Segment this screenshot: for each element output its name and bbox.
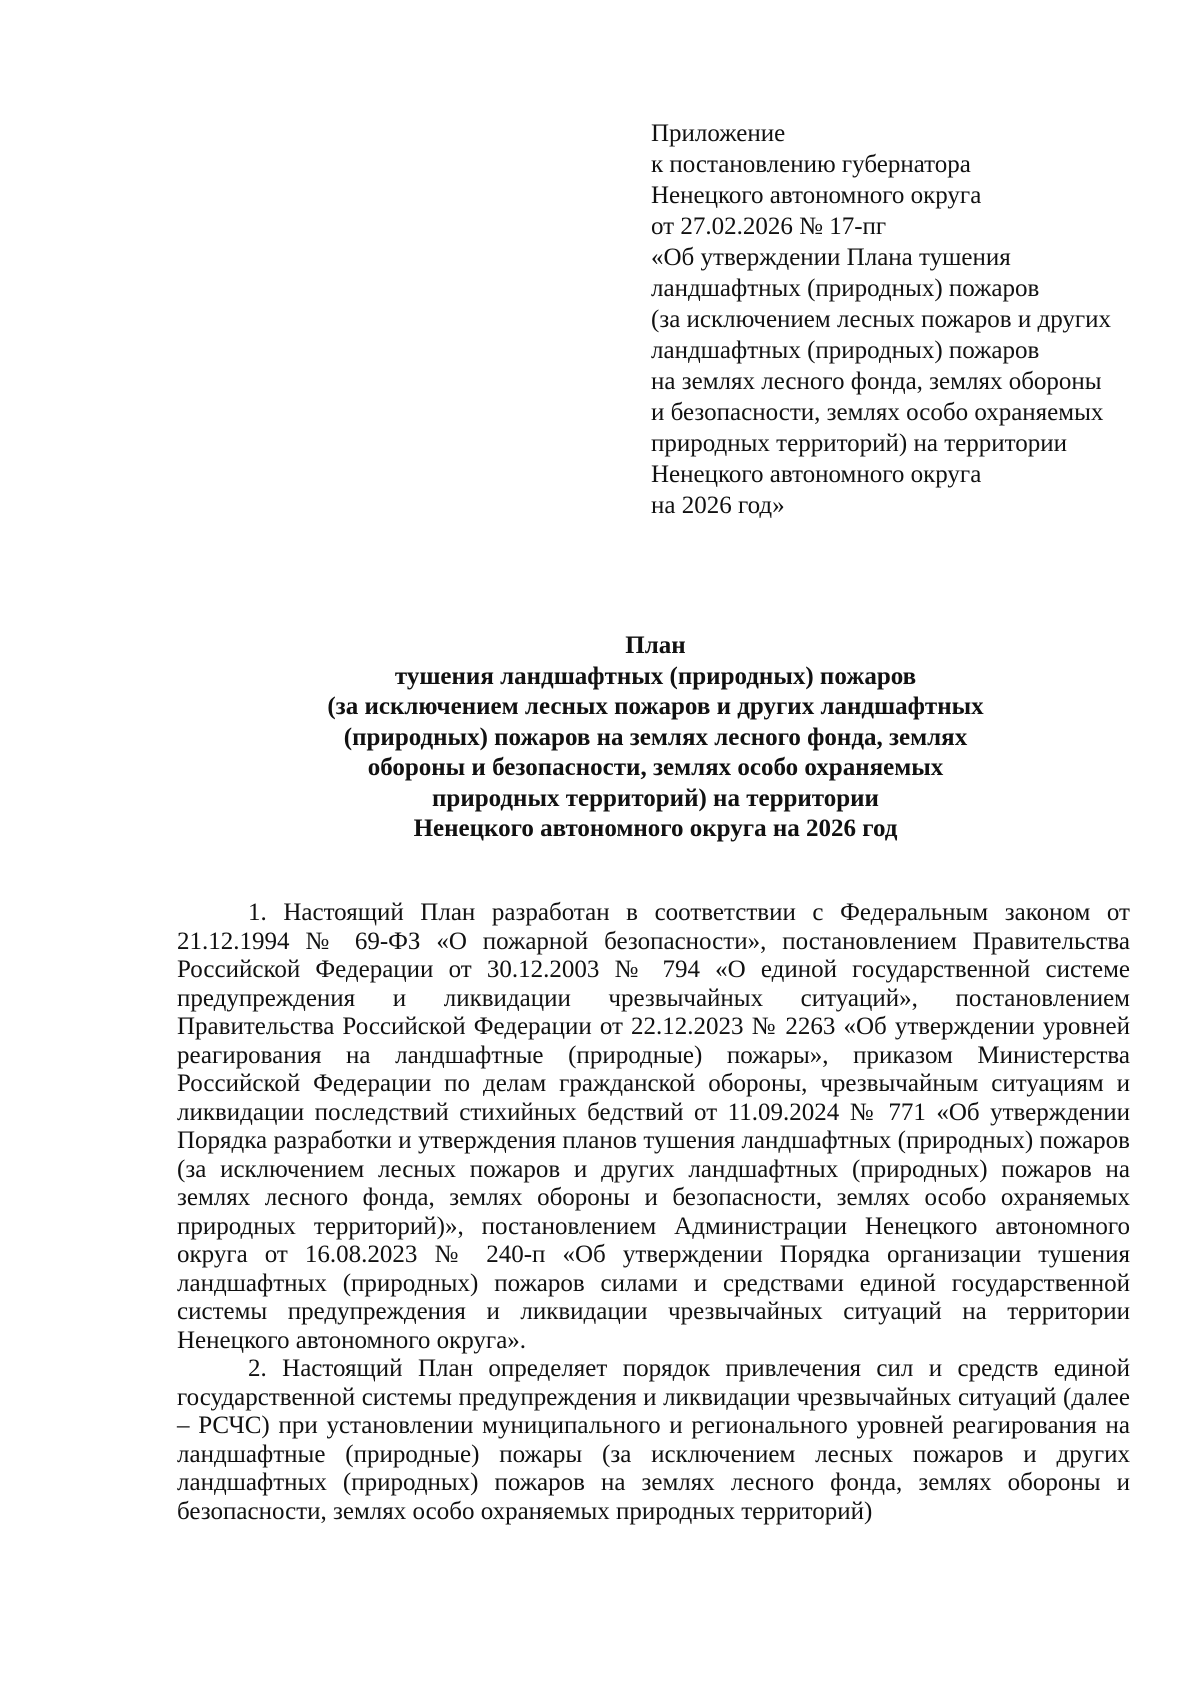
annex-line: «Об утверждении Плана тушения <box>651 244 1011 271</box>
annex-line: природных территорий) на территории <box>651 430 1067 457</box>
annex-line: к постановлению губернатора <box>651 151 971 178</box>
annex-line: и безопасности, землях особо охраняемых <box>651 399 1104 426</box>
annex-header <box>651 118 1171 521</box>
annex-line: ландшафтных (природных) пожаров <box>651 337 1040 364</box>
title-line: (за исключением лесных пожаров и других ландшафтных <box>327 693 984 720</box>
annex-line: Приложение <box>651 120 786 147</box>
title-line: тушения ландшафтных (природных) пожаров <box>394 662 917 690</box>
annex-line: (за исключением лесных пожаров и других <box>651 306 1112 333</box>
document-title <box>200 631 1111 845</box>
title-line: Ненецкого автономного округа на 2026 год <box>413 815 898 842</box>
annex-line: на землях лесного фонда, землях обороны <box>651 368 1102 395</box>
document-body <box>177 899 1130 1526</box>
paragraph-1: 1. Настоящий План разработан в соответствии с Федеральным законом от 21.12.1994 № 69-ФЗ «О пожарной безопасности», постановлением Правительства Российской Федерации от 30.12.2003 № 794 «О единой государственной системе предупреждения и ликвидации чрезвычайных ситуаций», постановлением Правительства Российской Федерации от 22.12.2023 № 2263 «Об утверждении уровней реагирования на ландшафтные (природные) пожары», приказом Министерства Российской Федерации по делам гражданской обороны, чрезвычайным ситуациям и ликвидации последствий стихийных бедствий от 11.09.2024 № 771 «Об утверждении Порядка разработки и утверждения планов тушения ландшафтных (природных) пожаров (за исключением лесных пожаров и других ландшафтных (природных) пожаров на землях лесного фонда, землях обороны и безопасности, землях особо охраняемых природных территорий)», постановлением Администрации Ненецкого автономного округа от 16.08.2023 № 240-п «Об утверждении Порядка организации тушения ландшафтных (природных) пожаров силами и средствами единой государственной системы предупреждения и ликвидации чрезвычайных ситуаций на территории Ненецкого автономного округа». <box>177 899 1130 1354</box>
annex-line: Ненецкого автономного округа <box>651 182 982 209</box>
annex-line: Ненецкого автономного округа <box>651 461 982 488</box>
paragraph-2: 2. Настоящий План определяет порядок привлечения сил и средств единой государственной системы предупреждения и ликвидации чрезвычайных ситуаций (далее – РСЧС) при установлении муниципального и регионального уровней реагирования на ландшафтные (природные) пожары (за исключением лесных пожаров и других ландшафтных (природных) пожаров на землях лесного фонда, землях обороны и безопасности, землях особо охраняемых природных территорий) <box>177 1355 1130 1525</box>
title-line: (природных) пожаров на землях лесного фонда, землях <box>343 723 968 751</box>
annex-line: ландшафтных (природных) пожаров <box>651 275 1040 302</box>
title-line: природных территорий) на территории <box>432 784 879 812</box>
annex-line: на 2026 год» <box>651 492 785 519</box>
title-line: План <box>625 632 686 659</box>
annex-line: от 27.02.2026 № 17-пг <box>651 213 887 240</box>
title-line: обороны и безопасности, землях особо охраняемых <box>367 754 944 781</box>
